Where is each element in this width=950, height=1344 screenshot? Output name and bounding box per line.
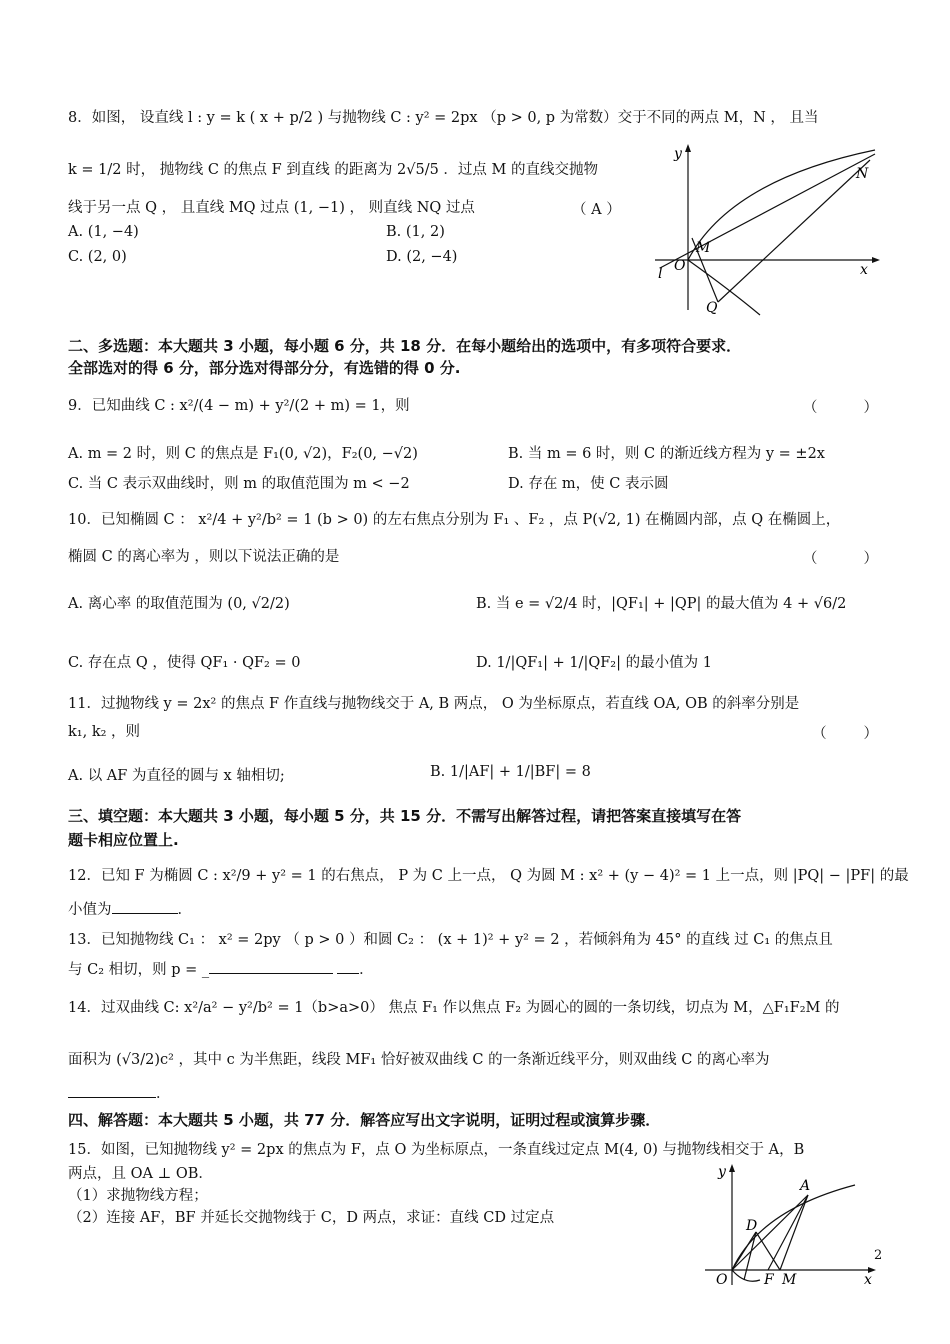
q13-answer-blank[interactable] [209,973,333,974]
q12-answer-blank[interactable] [112,913,178,914]
q8-label-n: N [856,166,869,182]
q15-line-od [732,1232,756,1270]
q11-paren: （ ） [812,726,878,742]
q8-parabola [688,150,875,315]
q14-answer-blank[interactable] [68,1097,156,1098]
q13-line2-text: 与 C₂ 相切，则 p = _ [68,962,210,978]
q15-line-oa [732,1195,808,1270]
q8-parabola-figure [650,140,890,320]
q15-line2: 两点，且 OA ⊥ OB． [68,1166,213,1182]
q15-label-m: M [782,1272,797,1288]
q14-line3 [68,1084,890,1104]
q8-label-l: l [658,266,663,282]
section2-heading-line2: 全部选对的得 6 分，部分选对得部分分，有选错的得 0 分. [68,359,461,377]
q14-line2: 面积为 (√3/2)c² ，其中 c 为半焦距，线段 MF₁ 恰好被双曲线 C 的一条渐近线平分，则双曲线 C 的离心率为 [68,1052,770,1068]
q9-option-a: A. m = 2 时，则 C 的焦点是 F₁(0, √2)，F₂(0, −√2) [68,446,418,462]
q10-option-c: C. 存在点 Q ，使得 QF₁ · QF₂ = 0 [68,655,301,671]
q13-line1: 13．已知抛物线 C₁ ： x² = 2py （ p > 0 ）和圆 C₂ ： (x + 1)² + y² = 2 ，若倾斜角为 45° 的直线 过 C₁ 的焦点且 [68,932,833,948]
q15-parabola-figure [700,1160,883,1290]
q13-line2-end: ． [359,962,374,978]
q11-option-a: A. 以 AF 为直径的圆与 x 轴相切; [68,768,285,784]
section4-heading: 四、解答题：本大题共 5 小题，共 77 分．解答应写出文字说明，证明过程或演算步骤． [68,1111,661,1129]
q10-option-b: B. 当 e = √2/4 时，|QF₁| + |QP| 的最大值为 4 + √6/2 [476,596,847,612]
q15-label-d: D [746,1218,758,1234]
section2-heading-line1: 二、多选题：本大题共 3 小题，每小题 6 分，共 18 分．在每小题给出的选项中，有多项符合要求． [68,337,742,355]
q8-line-nq [718,160,870,302]
q8-line1: 8．如图， 设直线 l : y = k ( x + p/2 ) 与抛物线 C : y² = 2px （p > 0, p 为常数）交于不同的两点 M，N ， 且当 [68,110,819,126]
q15-line-am [780,1195,808,1270]
page-number: 2 [874,1248,883,1263]
q8-label-o: O [674,258,686,274]
q14-line3-end: ． [156,1086,171,1102]
section3-heading-line2: 题卡相应位置上. [68,831,179,849]
q8-option-c: C. (2, 0) [68,249,127,265]
q8-line2: k = 1/2 时， 抛物线 C 的焦点 F 到直线 的距离为 2√5/5 ．过点 M 的直线交抛物 [68,162,598,178]
q11-option-b: B. 1/|AF| + 1/|BF| = 8 [430,764,591,780]
q8-label-x: x [860,262,868,278]
q15-line1: 15．如图，已知抛物线 y² = 2px 的焦点为 F，点 O 为坐标原点，一条直线过定点 M(4, 0) 与抛物线相交于 A，B [68,1142,805,1158]
q8-option-b: B. (1, 2) [386,224,445,240]
q11-line2: k₁, k₂ ，则 [68,724,141,740]
q8-answer: （ A ） [572,202,621,218]
q15-line-dm [756,1232,780,1270]
q9-option-b: B. 当 m = 6 时，则 C 的渐近线方程为 y = ±2x [508,446,825,462]
q10-paren: （ ） [802,551,878,567]
q8-option-d: D. (2, −4) [386,249,458,265]
q13-line2 [68,960,890,980]
q12-line2-text: 小值为 [68,902,112,918]
q15-label-y: y [718,1164,726,1180]
q9-stem: 9．已知曲线 C : x²/(4 − m) + y²/(2 + m) = 1，则 [68,398,410,414]
q8-label-m: M [696,240,711,256]
q12-line2 [68,900,890,920]
q9-paren: （ ） [802,400,878,416]
q8-line-l [660,154,875,268]
q10-line1: 10．已知椭圆 C ： x²/4 + y²/b² = 1 (b > 0) 的左右焦点分别为 F₁ 、F₂ ，点 P(√2, 1) 在椭圆内部，点 Q 在椭圆上， [68,512,841,528]
q10-line2: 椭圆 C 的离心率为 ，则以下说法正确的是 [68,549,340,565]
q15-part2: （2）连接 AF，BF 并延长交抛物线于 C，D 两点，求证：直线 CD 过定点 [68,1210,555,1226]
q8-option-a: A. (1, −4) [68,224,139,240]
section3-heading-line1: 三、填空题：本大题共 3 小题，每小题 5 分，共 15 分．不需写出解答过程，请把答案直接填写在答 [68,807,742,825]
q10-option-d: D. 1/|QF₁| + 1/|QF₂| 的最小值为 1 [476,655,712,671]
q8-label-y: y [674,146,682,162]
q15-part1: （1）求抛物线方程； [68,1188,208,1204]
q14-line1: 14．过双曲线 C: x²/a² − y²/b² = 1（b>a>0） 焦点 F₁ 作以焦点 F₂ 为圆心的圆的一条切线，切点为 M，△F₁F₂M 的 [68,1000,840,1016]
q8-label-q: Q [706,300,718,316]
q9-option-c: C. 当 C 表示双曲线时，则 m 的取值范围为 m < −2 [68,476,410,492]
q8-line3: 线于另一点 Q ， 且直线 MQ 过点 (1, −1) ， 则直线 NQ 过点 [68,200,475,216]
q15-label-f: F [764,1272,774,1288]
q15-label-a: A [800,1178,811,1194]
q11-line1: 11．过抛物线 y = 2x² 的焦点 F 作直线与抛物线交于 A, B 两点， O 为坐标原点，若直线 OA, OB 的斜率分别是 [68,696,800,712]
q12-line1: 12．已知 F 为椭圆 C : x²/9 + y² = 1 的右焦点， P 为 C 上一点， Q 为圆 M : x² + (y − 4)² = 1 上一点，则 |PQ| − |PF| 的最 [68,868,909,884]
q15-line-af [768,1195,808,1270]
q15-label-o: O [716,1272,728,1288]
q12-line2-end: ． [177,902,192,918]
q15-label-x: x [864,1272,872,1288]
q9-option-d: D. 存在 m，使 C 表示圆 [508,476,669,492]
q10-option-a: A. 离心率 的取值范围为 (0, √2/2) [68,596,290,612]
q13-answer-blank-tail [337,973,359,974]
